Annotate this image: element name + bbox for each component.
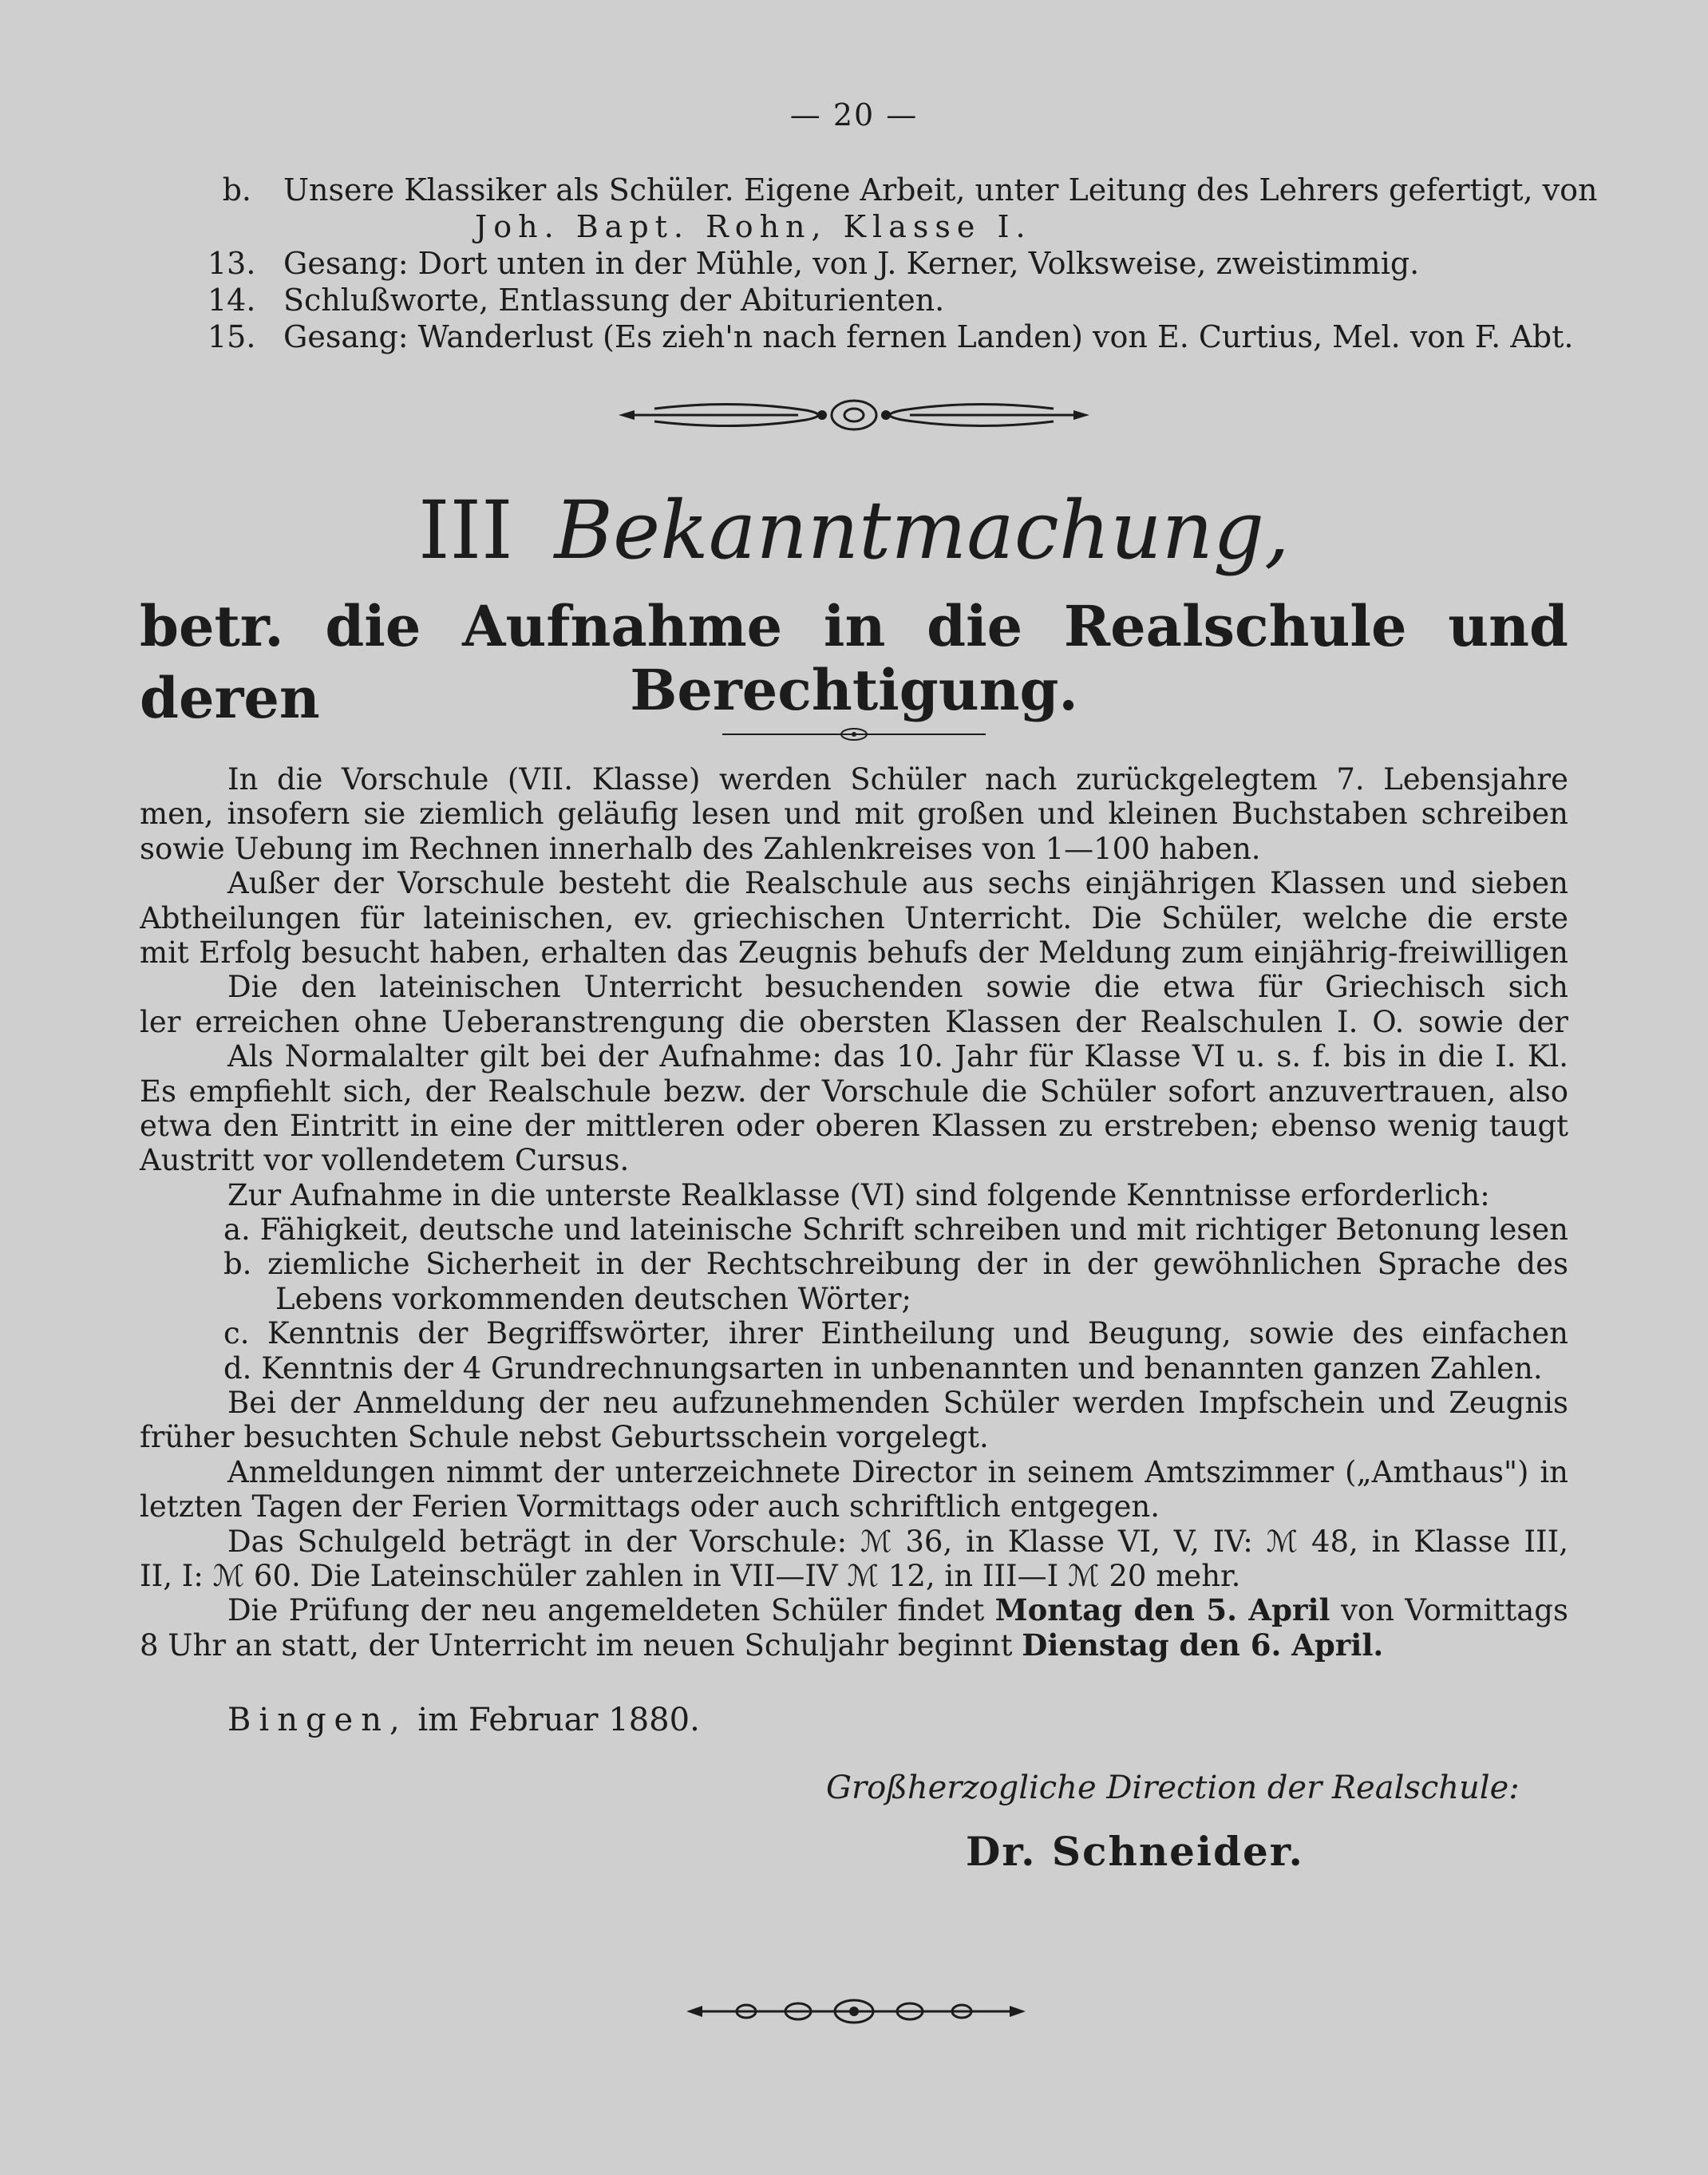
program-item (208, 245, 1564, 282)
program-item-number: 13. (208, 246, 256, 281)
body-line: letzten Tagen der Ferien Vormittags oder auch schriftlich entgegen. (140, 1489, 1160, 1524)
program-item-text: Schlußworte, Entlassung der Abiturienten. (283, 283, 945, 318)
direction-line: Großherzogliche Direction der Realschule: (826, 1770, 1520, 1806)
requirement-item: b. ziemliche Sicherheit in der Rechtschreibung der in der gewöhnlichen Sprache des (223, 1247, 1568, 1282)
body-line: früher besuchten Schule nebst Geburtsschein vorgelegt. (140, 1420, 989, 1455)
requirement-item: c. Kenntnis der Begriffswörter, ihrer Eintheilung und Beugung, sowie des einfachen (223, 1316, 1568, 1351)
exam-text: 8 Uhr an statt, der Unterricht im neuen Schuljahr beginnt (140, 1627, 1013, 1663)
program-item-number: 14. (208, 283, 256, 318)
place-date (227, 1696, 700, 1744)
section-heading (0, 471, 1708, 591)
requirement-item: d. Kenntnis der 4 Grundrechnungsarten in unbenannten und benannten ganzen Zahlen. (223, 1350, 1543, 1386)
program-item (208, 318, 1574, 355)
school-start-date: Dienstag den 6. April. (1022, 1627, 1384, 1663)
requirement-item-continuation: Lebens vorkommenden deutschen Wörter; (275, 1281, 911, 1316)
program-item-text: Gesang: Wanderlust (Es zieh'n nach fernen Landen) von E. Curtius, Mel. von F. Abt. (283, 319, 1574, 354)
program-item (208, 172, 1598, 208)
body-line: Zur Aufnahme in die unterste Realklasse (VI) sind folgende Kenntnisse erforderlich: (227, 1177, 1490, 1212)
section-subtitle-line2: Berechtigung. (630, 657, 1078, 723)
body-line: Bei der Anmeldung der neu aufzunehmenden Schüler werden Impfschein und Zeugnis (227, 1386, 1568, 1421)
exam-text: Die Prüfung der neu angemeldeten Schüler findet (227, 1593, 985, 1628)
body-line: Abtheilungen für lateinischen, ev. griechischen Unterricht. Die Schüler, welche die erste (140, 900, 1568, 935)
body-line: ler erreichen ohne Ueberanstrengung die obersten Klassen der Realschulen I. O. sowie der (140, 1004, 1568, 1039)
exam-line (140, 1628, 1568, 1663)
body-line: Anmeldungen nimmt der unterzeichnete Director in seinem Amtszimmer („Amthaus") in (227, 1454, 1568, 1489)
program-item-number: b. (222, 172, 251, 208)
body-line: II, I: ℳ 60. Die Lateinschüler zahlen in VII—IV ℳ 12, in III—I ℳ 20 mehr. (140, 1558, 1241, 1593)
section-roman-numeral: III (418, 484, 513, 577)
body-line: sowie Uebung im Rechnen innerhalb des Zahlenkreises von 1—100 haben. (140, 831, 1261, 866)
body-line: Austritt vor vollendetem Cursus. (140, 1143, 630, 1178)
body-line: Die den lateinischen Unterricht besuchenden sowie die etwa für Griechisch sich (227, 970, 1568, 1005)
program-item (208, 282, 1564, 318)
body-line: Außer der Vorschule besteht die Realschule aus sechs einjährigen Klassen und sieben (227, 866, 1568, 901)
body-line: Als Normalalter gilt bei der Aufnahme: das 10. Jahr für Klasse VI u. s. f. bis in die I. Kl. (227, 1039, 1568, 1074)
program-item-continuation (208, 208, 1564, 245)
exam-line (140, 1593, 1568, 1627)
body-line: men, insofern sie ziemlich geläufig lesen und mit großen und kleinen Buchstaben schreiben (140, 797, 1568, 832)
body-line: etwa den Eintritt in eine der mittleren oder oberen Klassen zu erstreben; ebenso wenig taugt (140, 1108, 1568, 1143)
body-line: mit Erfolg besucht haben, erhalten das Zeugnis behufs der Meldung zum einjährig-freiwilligen (140, 935, 1568, 970)
program-item-author: Joh. Bapt. Rohn, Klasse I. (475, 209, 1032, 244)
page-number: — 20 — (789, 97, 919, 132)
exam-text: von Vormittags (1340, 1593, 1568, 1628)
body-line: In die Vorschule (VII. Klasse) werden Schüler nach zurückgelegtem 7. Lebensjahre (227, 762, 1568, 797)
signature: Dr. Schneider. (966, 1828, 1304, 1875)
exam-date: Montag den 5. April (994, 1593, 1330, 1628)
place: Bingen, (227, 1702, 408, 1738)
ornament-divider-top (0, 391, 1708, 439)
program-item-number: 15. (208, 319, 256, 354)
date: im Februar 1880. (417, 1702, 700, 1738)
body-line: Das Schulgeld beträgt in der Vorschule: ℳ 36, in Klasse VI, V, IV: ℳ 48, in Klasse III, (227, 1524, 1568, 1559)
program-list (208, 172, 1598, 355)
section-subtitle-line1: betr. die Aufnahme in die Realschule und deren (140, 593, 1568, 731)
announcement-body (140, 762, 1568, 1663)
program-item-text: Gesang: Dort unten in der Mühle, von J. Kerner, Volksweise, zweistimmig. (283, 246, 1420, 281)
ornament-divider-bottom (0, 1991, 1708, 2031)
section-title: Bekanntmachung, (554, 484, 1290, 577)
body-line: Es empfiehlt sich, der Realschule bezw. der Vorschule die Schüler sofort anzuvertrauen, also (140, 1074, 1568, 1109)
ornament-divider-small (0, 725, 1708, 744)
requirement-item: a. Fähigkeit, deutsche und lateinische Schrift schreiben und mit richtiger Betonung lesen (223, 1212, 1568, 1248)
program-item-text: Unsere Klassiker als Schüler. Eigene Arbeit, unter Leitung des Lehrers gefertigt, von (283, 172, 1598, 208)
